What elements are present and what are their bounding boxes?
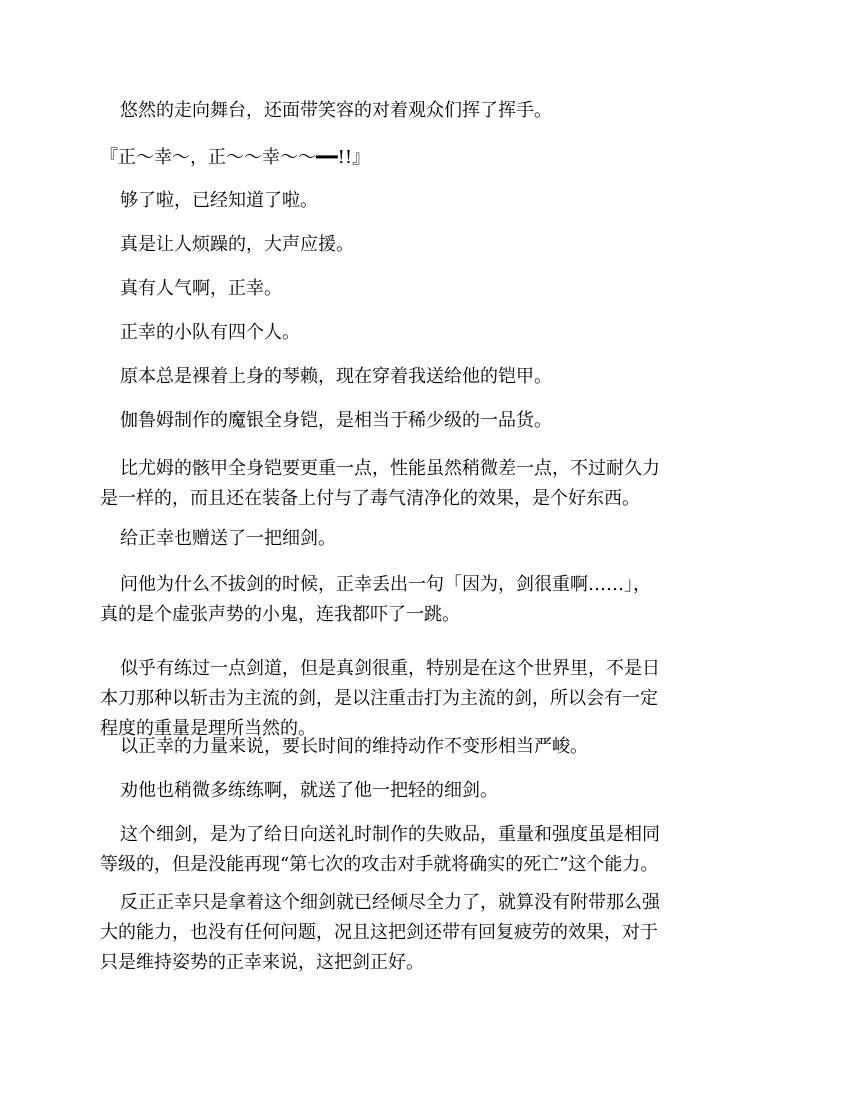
text-line: 正幸的小队有四个人。 bbox=[120, 322, 300, 343]
text-line: 伽鲁姆制作的魔银全身铠，是相当于稀少级的一品货。 bbox=[120, 410, 552, 431]
text-line: 大的能力，也没有任何问题，况且这把剑还带有回复疲劳的效果，对于 bbox=[100, 922, 658, 943]
paragraph bbox=[100, 654, 750, 744]
text-line: 本刀那种以斩击为主流的剑，是以注重击打为主流的剑，所以会有一定 bbox=[100, 688, 658, 709]
text-line: 程度的重量是理所当然的。 bbox=[100, 718, 316, 739]
text-line: 真是让人烦躁的，大声应援。 bbox=[120, 234, 354, 255]
paragraph bbox=[100, 274, 750, 304]
paragraph bbox=[100, 186, 750, 216]
text-line: 这个细剑，是为了给日向送礼时制作的失败品，重量和强度虽是相同 bbox=[120, 824, 660, 845]
paragraph bbox=[100, 362, 750, 392]
text-line: 真的是个虚张声势的小鬼，连我都吓了一跳。 bbox=[100, 604, 460, 625]
text-line: 真有人气啊，正幸。 bbox=[120, 278, 282, 299]
text-line: 以正幸的力量来说，要长时间的维持动作不变形相当严峻。 bbox=[120, 736, 588, 757]
text-line: 比尤姆的骸甲全身铠要更重一点，性能虽然稍微差一点，不过耐久力 bbox=[120, 458, 660, 479]
paragraph bbox=[100, 454, 750, 514]
text-line: 够了啦，已经知道了啦。 bbox=[120, 190, 318, 211]
paragraph bbox=[100, 888, 750, 978]
paragraph bbox=[100, 776, 750, 806]
text-line: 只是维持姿势的正幸来说，这把剑正好。 bbox=[100, 952, 424, 973]
text-line: 原本总是裸着上身的琴赖，现在穿着我送给他的铠甲。 bbox=[120, 366, 552, 387]
text-line: 等级的，但是没能再现“第七次的攻击对手就将确实的死亡”这个能力。 bbox=[100, 854, 659, 875]
text-line: 给正幸也赠送了一把细剑。 bbox=[120, 528, 336, 549]
paragraph bbox=[100, 524, 750, 554]
text-line: 劝他也稍微多练练啊，就送了他一把轻的细剑。 bbox=[120, 780, 498, 801]
paragraph bbox=[100, 732, 750, 762]
text-line: 似乎有练过一点剑道，但是真剑很重，特别是在这个世界里，不是日 bbox=[120, 658, 660, 679]
paragraph bbox=[100, 318, 750, 348]
text-line: 问他为什么不拔剑的时候，正幸丢出一句「因为，剑很重啊……」， bbox=[120, 574, 651, 595]
paragraph bbox=[100, 230, 750, 260]
paragraph bbox=[100, 820, 750, 880]
text-line: 悠然的走向舞台，还面带笑容的对着观众们挥了挥手。 bbox=[120, 100, 552, 121]
text-line: 『正～幸～，正～～幸～～━━!!』 bbox=[100, 147, 371, 168]
quoted-cheer bbox=[100, 143, 370, 173]
paragraph bbox=[100, 570, 750, 630]
text-line: 反正正幸只是拿着这个细剑就已经倾尽全力了，就算没有附带那么强 bbox=[120, 892, 660, 913]
paragraph bbox=[100, 406, 750, 436]
paragraph bbox=[100, 96, 750, 126]
text-line: 是一样的，而且还在装备上付与了毒气清净化的效果，是个好东西。 bbox=[100, 488, 640, 509]
